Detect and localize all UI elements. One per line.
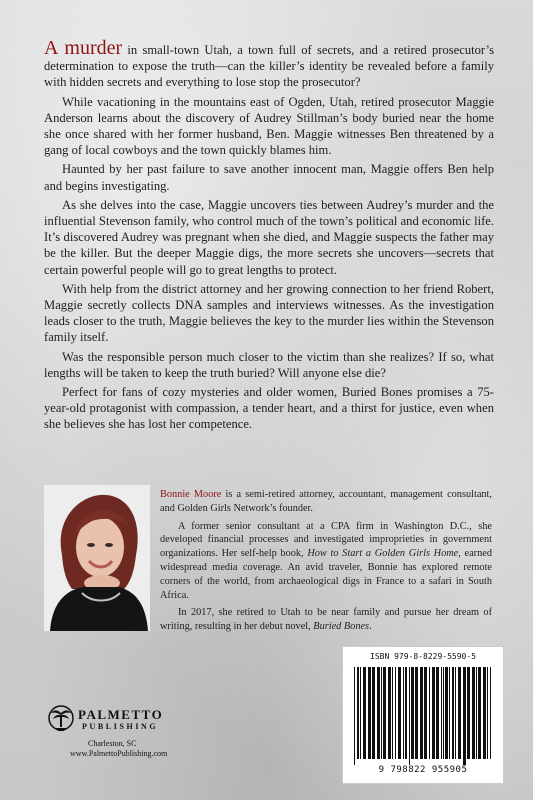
author-bio-text: In 2017, she retired to Utah to be near family and pursue her dream of writing, resulting in her debut novel, bbox=[160, 607, 492, 633]
barcode-bar bbox=[476, 667, 477, 759]
barcode-bar bbox=[363, 667, 366, 759]
barcode-bar bbox=[432, 667, 435, 759]
barcode-bar bbox=[381, 667, 382, 759]
barcode-bar bbox=[377, 667, 380, 759]
barcode-bar bbox=[357, 667, 359, 759]
book-title-buried-bones: Buried Bones bbox=[313, 621, 370, 633]
barcode-bar bbox=[415, 667, 418, 759]
author-bio-text: is a semi-retired attorney, accountant, management consultant, and Golden Girls Network’s founder. bbox=[160, 489, 492, 514]
publisher-subtitle: PUBLISHING bbox=[82, 722, 159, 731]
blurb-paragraph: With help from the district attorney and her growing connection to her friend Robert, Maggie secretly collects DNA samples and interviews witnesses. As the investigation leads closer to the truth, Maggie believes the key to the murder lies within the Stevenson family itself. bbox=[44, 281, 494, 345]
barcode-bar bbox=[398, 667, 401, 759]
barcode-bar bbox=[395, 667, 396, 759]
barcode-bar bbox=[449, 667, 450, 759]
barcode-bar bbox=[403, 667, 404, 759]
barcode-bar bbox=[452, 667, 454, 759]
barcode-bars-icon bbox=[352, 667, 494, 765]
barcode-bar bbox=[405, 667, 407, 759]
barcode-bar bbox=[458, 667, 461, 759]
barcode-number: 9 798822 955905 bbox=[378, 765, 468, 775]
barcode-bar bbox=[372, 667, 375, 759]
barcode-bar bbox=[487, 667, 488, 759]
author-bio-paragraph bbox=[160, 488, 492, 516]
barcode-bar bbox=[388, 667, 391, 759]
author-bio-text: , earned widespread media coverage. An avid traveler, Bonnie has explored remote corners of the world, from archaeological digs in France to a safari in South Africa. bbox=[160, 548, 492, 601]
author-bio-text: . bbox=[369, 621, 372, 633]
barcode-bar bbox=[445, 667, 448, 759]
barcode-bar bbox=[441, 667, 442, 759]
barcode-bar bbox=[354, 667, 355, 765]
blurb-paragraph: Perfect for fans of cozy mysteries and older women, Buried Bones promises a 75-year-old protagonist with compassion, a tender heart, and a thirst for justice, even when she believes she has lost her competence. bbox=[44, 385, 494, 432]
author-photo bbox=[44, 485, 150, 631]
barcode-bar bbox=[368, 667, 371, 759]
blurb-paragraph: Was the responsible person much closer to the victim than she realizes? If so, what lengths will be taken to keep the truth buried? Will anyone else die? bbox=[44, 349, 494, 380]
publisher-name: PALMETTO bbox=[78, 707, 164, 722]
barcode-bar bbox=[383, 667, 386, 759]
barcode-bar bbox=[463, 667, 466, 765]
barcode-bar bbox=[478, 667, 481, 759]
isbn-label: ISBN 979-8-8229-5590-5 bbox=[370, 652, 476, 661]
barcode-bar bbox=[455, 667, 456, 759]
barcode-bar bbox=[360, 667, 361, 759]
palmetto-tree-icon bbox=[48, 705, 74, 735]
blurb-lead-words: A murder bbox=[44, 37, 123, 59]
barcode-bar bbox=[420, 667, 423, 759]
barcode-bar bbox=[436, 667, 439, 759]
barcode-bar bbox=[429, 667, 430, 759]
blurb-paragraph: While vacationing in the mountains east of Ogden, Utah, retired prosecutor Maggie Anderson learns about the discovery of Audrey Stillman’s body buried near the home she once shared with her former husband, Ben. Maggie witnesses Ben threatened by a gang of local cowboys and the town quickly blames him. bbox=[44, 94, 494, 158]
author-bio-text: A former senior consultant at a CPA firm in Washington D.C., she developed financial processes and investigated improprieties in government organizations. Her self-help book, bbox=[160, 520, 492, 560]
publisher-url: www.PalmettoPublishing.com bbox=[70, 749, 168, 758]
author-bio-paragraph bbox=[160, 606, 492, 634]
isbn-barcode bbox=[342, 646, 504, 784]
barcode-bar bbox=[411, 667, 414, 759]
blurb-paragraph: As she delves into the case, Maggie uncovers ties between Audrey’s murder and the influential Stevenson family, who control much of the town’s political and economic life. It’s discovered Audrey was pregnant when she died, and Maggie suspects the father may be the killer. But the deeper Maggie digs, the more secrets she uncovers—secrets that certain powerful people will go to great lengths to protect. bbox=[44, 197, 494, 277]
barcode-bar bbox=[424, 667, 427, 759]
barcode-bar bbox=[490, 667, 491, 759]
author-bio-paragraph bbox=[160, 520, 492, 603]
barcode-bar bbox=[467, 667, 470, 759]
back-cover-blurb bbox=[44, 37, 494, 436]
barcode-bar bbox=[483, 667, 486, 759]
publisher-city: Charleston, SC bbox=[88, 739, 137, 748]
blurb-paragraph: Haunted by her past failure to save another innocent man, Maggie offers Ben help and begins investigating. bbox=[44, 162, 494, 193]
book-title-golden-girls: How to Start a Golden Girls Home bbox=[307, 548, 459, 560]
blurb-intro-text: in small-town Utah, a town full of secrets, and a retired prosecutor’s determination to expose the truth—can the killer’s identity be revealed before a family with hidden secrets and everything to lose stop the prosecutor? bbox=[44, 43, 494, 90]
barcode-bar bbox=[392, 667, 393, 759]
author-bio bbox=[160, 488, 492, 638]
author-name: Bonnie Moore bbox=[160, 489, 222, 500]
author-portrait-icon bbox=[44, 485, 150, 631]
barcode-bar bbox=[472, 667, 475, 759]
blurb-paragraph bbox=[44, 37, 494, 91]
barcode-bar bbox=[409, 667, 410, 765]
barcode-bar bbox=[443, 667, 444, 759]
